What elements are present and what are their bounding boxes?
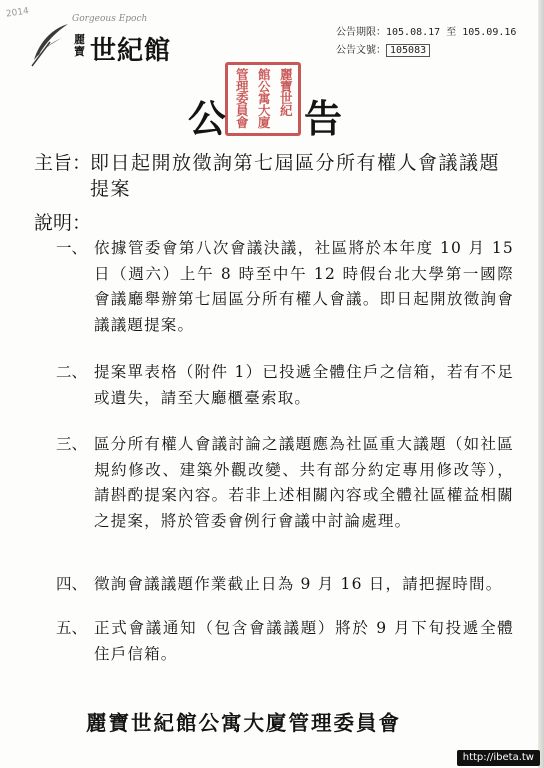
committee-signature: 麗寶世紀館公寓大廈管理委員會	[86, 711, 401, 735]
site-watermark: http://ibeta.tw	[457, 750, 540, 766]
doc-number-value: 105083	[386, 44, 430, 57]
feather-icon	[28, 20, 72, 68]
doc-number-label: 公告文號：	[336, 45, 386, 56]
item-text: 區分所有權人會議討論之議題應為社區重大議題（如社區規約修改、建築外觀改變、共有部分約定專用修改等），請斟酌提案內容。若非上述相關內容或全體社區權益相關之提案，將於管委會例行會議中討論處理。	[94, 435, 514, 530]
announcement-info	[336, 24, 516, 60]
item-text: 提案單表格（附件 1）已投遞全體住戶之信箱，若有不足或遺失，請至大廳櫃臺索取。	[94, 363, 514, 407]
seal-column: 管理委員會	[234, 68, 250, 128]
item-number: 四、	[56, 575, 88, 593]
seal-column: 麗寶世紀	[278, 68, 294, 116]
scan-edge	[538, 0, 544, 768]
seal-column: 館公寓大廈	[256, 68, 272, 128]
logo-script-text: Gorgeous Epoch	[72, 14, 148, 24]
subject-text: 即日起開放徵詢第七屆區分所有權人會議議題提案	[90, 152, 501, 200]
heading-char-right: 告	[304, 97, 343, 141]
logo-name: 世紀館	[90, 36, 172, 66]
item-text: 徵詢會議議題作業截止日為 9 月 16 日，請把握時間。	[94, 575, 503, 593]
item-text: 正式會議通知（包含會議議題）將於 9 月下旬投遞全體住戶信箱。	[94, 619, 514, 663]
announcement-doc-number	[336, 42, 516, 60]
committee-seal	[225, 62, 301, 136]
building-logo	[28, 12, 178, 72]
heading-char-left: 公	[188, 97, 227, 141]
logo-small-text: 麗寶	[74, 33, 85, 58]
corner-mark: 2014	[5, 6, 30, 20]
period-label: 公告期限：	[336, 27, 386, 38]
subject-label: 主旨：	[34, 152, 92, 174]
item-number: 五、	[56, 619, 88, 637]
announcement-period	[336, 24, 516, 42]
item-number: 二、	[56, 363, 88, 381]
explanation-label: 說明：	[34, 212, 92, 234]
item-number: 三、	[56, 435, 88, 453]
period-value: 105.08.17 至 105.09.16	[386, 27, 517, 38]
item-number: 一、	[56, 239, 88, 257]
item-text: 依據管委會第八次會議決議，社區將於本年度 10 月 15 日（週六）上午 8 時至中午 12 時假台北大學第一國際會議廳舉辦第七屆區分所有權人會議。即日起開放徵詢會議議題提案。	[94, 239, 514, 334]
